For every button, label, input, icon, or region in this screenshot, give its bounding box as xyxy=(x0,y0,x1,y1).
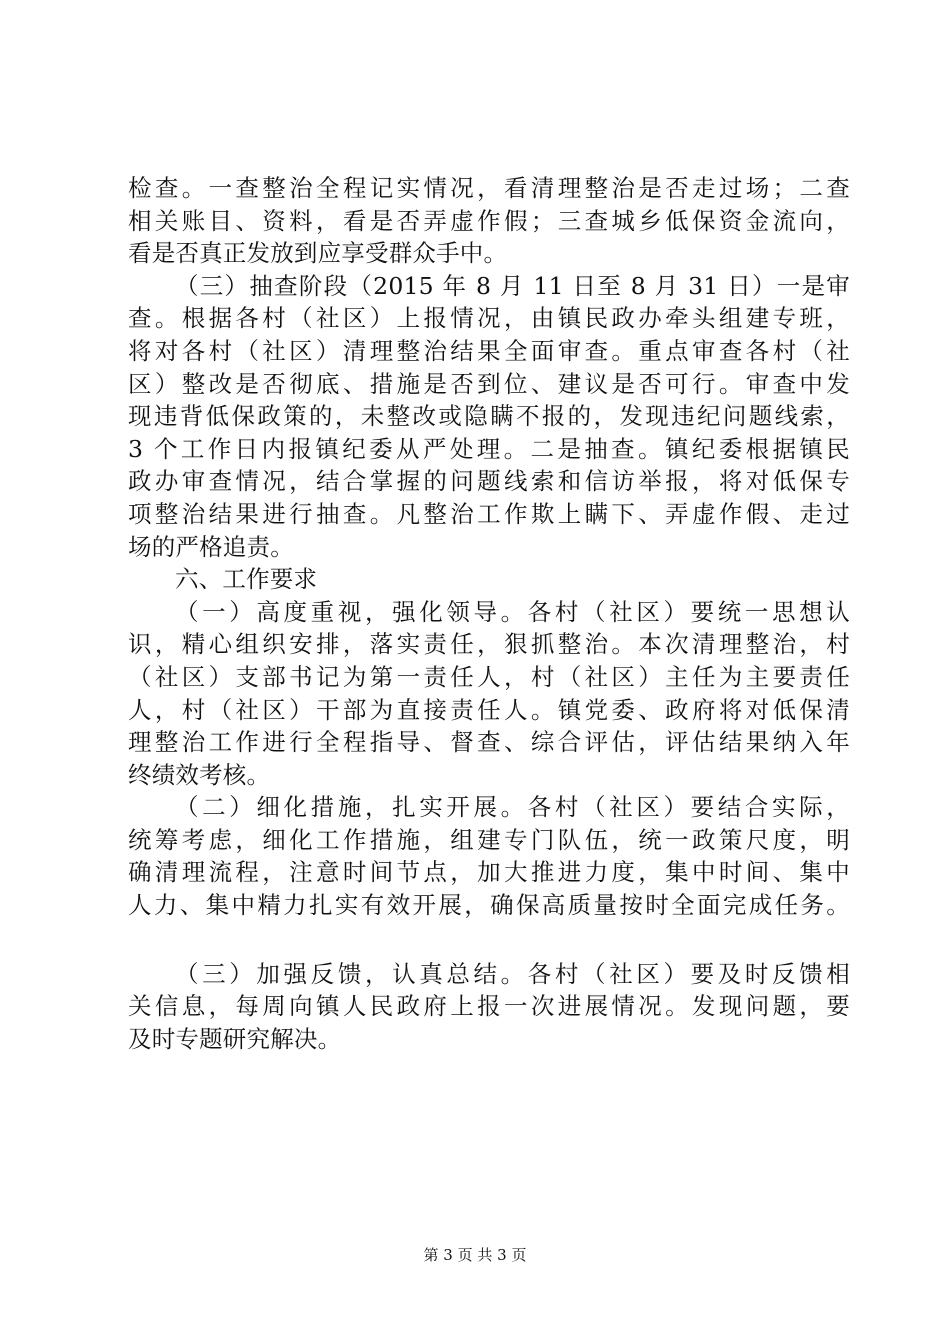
text-line: 查。根据各村（社区）上报情况，由镇民政办牵头组建专班， xyxy=(128,304,850,333)
text-line: 及时专题研究解决。 xyxy=(128,1024,342,1053)
text-line: 终绩效考核。 xyxy=(128,760,271,789)
text-line: （一）高度重视，强化领导。各村（社区）要统一思想认 xyxy=(175,597,850,626)
text-line: 区）整改是否彻底、措施是否到位、建议是否可行。审查中发 xyxy=(128,369,850,398)
text-line: （社区）支部书记为第一责任人，村（社区）主任为主要责任 xyxy=(128,662,850,691)
text-line: 人力、集中精力扎实有效开展，确保高质量按时全面完成任务。 xyxy=(128,891,850,920)
text-line: （三）抽查阶段（2015 年 8 月 11 日至 8 月 31 日）一是审 xyxy=(175,271,850,300)
text-line: 人，村（社区）干部为直接责任人。镇党委、政府将对低保清 xyxy=(128,695,850,724)
text-line: 理整治工作进行全程指导、督查、综合评估，评估结果纳入年 xyxy=(128,728,850,757)
text-line: 看是否真正发放到应享受群众手中。 xyxy=(128,239,508,268)
paragraph-gap xyxy=(128,922,850,958)
page-footer: 第 3 页 共 3 页 xyxy=(423,1246,527,1264)
text-line: 相关账目、资料，看是否弄虚作假；三查城乡低保资金流向， xyxy=(128,206,850,235)
text-line: 将对各村（社区）清理整治结果全面审查。重点审查各村（社 xyxy=(128,336,850,365)
text-line: 统筹考虑，细化工作措施，组建专门队伍，统一政策尺度，明 xyxy=(128,825,850,854)
text-line: 3 个工作日内报镇纪委从严处理。二是抽查。镇纪委根据镇民 xyxy=(128,434,850,463)
text-line: 现违背低保政策的，未整改或隐瞒不报的，发现违纪问题线索， xyxy=(128,402,850,431)
text-line: 检查。一查整治全程记实情况，看清理整治是否走过场；二查 xyxy=(128,174,850,202)
text-line: 政办审查情况，结合掌握的问题线索和信访举报，将对低保专 xyxy=(128,467,850,496)
text-line: 识，精心组织安排，落实责任，狠抓整治。本次清理整治，村 xyxy=(128,630,850,659)
text-line: （三）加强反馈，认真总结。各村（社区）要及时反馈相 xyxy=(175,959,850,988)
document-body xyxy=(128,172,850,1055)
text-line: 确清理流程，注意时间节点，加大推进力度，集中时间、集中 xyxy=(128,858,850,887)
text-line: 场的严格追责。 xyxy=(128,532,294,561)
text-line: 关信息，每周向镇人民政府上报一次进展情况。发现问题，要 xyxy=(128,992,850,1021)
text-line: 项整治结果进行抽查。凡整治工作欺上瞒下、弄虚作假、走过 xyxy=(128,499,850,528)
text-line: 六、工作要求 xyxy=(175,565,318,594)
text-line: （二）细化措施，扎实开展。各村（社区）要结合实际， xyxy=(175,793,850,822)
